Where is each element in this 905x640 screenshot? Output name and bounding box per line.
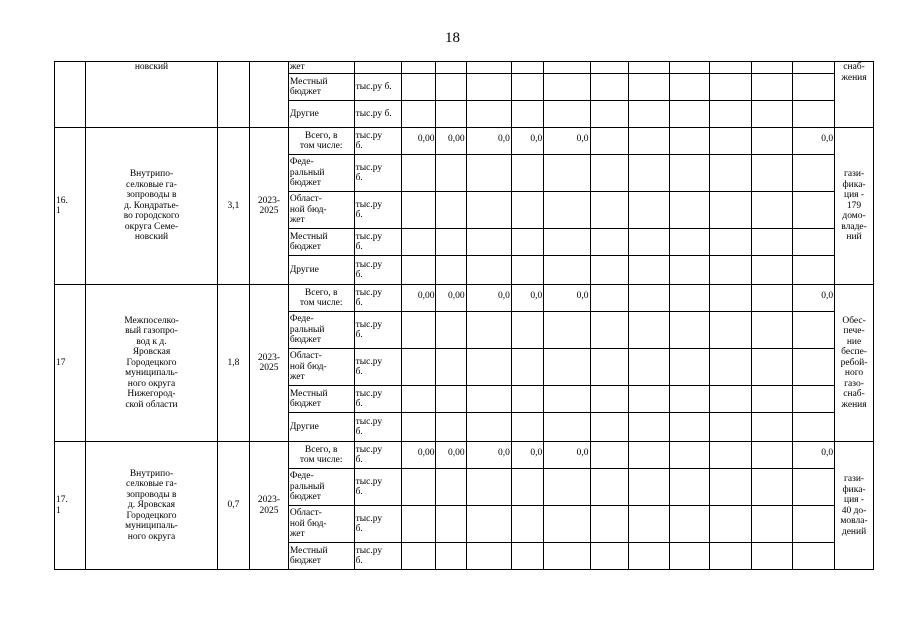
unit-cell: тыс.ру б. [354,543,401,570]
amount-cell [793,506,835,543]
amount-cell [401,312,435,349]
amount-cell [544,386,590,413]
amount-cell [466,101,511,128]
amount-cell [793,386,835,413]
amount-cell [629,543,670,570]
amount-cell [401,155,435,192]
amount-cell: 0,00 [436,128,466,155]
unit-cell: тыс.ру б. [354,386,401,413]
unit-cell: тыс.ру б. [354,74,401,101]
amount-cell [752,506,793,543]
amount-cell [793,101,835,128]
object-name-cell: Внутрипо- селковые га- зопроводы в д. Кондратье- во городского округа Семе- новский [86,128,217,285]
amount-cell [544,62,590,74]
amount-cell [590,62,629,74]
years-cell: 2023- 2025 [250,285,289,442]
amount-cell [401,469,435,506]
amount-cell [590,155,629,192]
budget-table [54,61,874,570]
amount-cell: 0,0 [793,285,835,312]
amount-cell: 0,0 [793,128,835,155]
amount-cell [511,543,543,570]
length-cell: 3,1 [217,128,249,285]
amount-cell: 0,00 [436,285,466,312]
length-cell: 0,7 [217,442,249,570]
amount-cell [436,386,466,413]
amount-cell [436,101,466,128]
amount-cell [793,192,835,229]
row-number-cell: 16. 1 [55,128,86,285]
unit-cell: тыс.ру б. [354,192,401,229]
funding-source-cell: жет [288,62,354,74]
amount-cell [511,506,543,543]
amount-cell [544,155,590,192]
result-cell: гази- фика- ция - 179 домо- владе- ний [835,128,874,285]
amount-cell [590,442,629,469]
amount-cell: 0,0 [793,442,835,469]
amount-cell [670,469,710,506]
amount-cell [793,74,835,101]
object-name-cell: Внутрипо- селковые га- зопроводы в д. Яровская Городецкого муниципаль- ного округа [86,442,217,570]
length-cell: 1,8 [217,285,249,442]
amount-cell [710,469,752,506]
unit-cell: тыс.ру б. [354,469,401,506]
amount-cell [401,413,435,442]
amount-cell [544,229,590,256]
amount-cell [436,62,466,74]
amount-cell [629,62,670,74]
table-row [55,285,874,312]
funding-source-cell: Другие [288,101,354,128]
amount-cell [401,62,435,74]
amount-cell [629,349,670,386]
amount-cell [466,192,511,229]
amount-cell [793,62,835,74]
amount-cell: 0,0 [466,442,511,469]
unit-cell: тыс.ру б. [354,101,401,128]
funding-source-cell: Област- ной бюд- жет [288,506,354,543]
page-number: 18 [445,30,460,46]
funding-source-cell: Област- ной бюд- жет [288,349,354,386]
amount-cell [752,413,793,442]
amount-cell [752,543,793,570]
unit-cell: тыс.ру б. [354,128,401,155]
amount-cell [670,386,710,413]
amount-cell [752,74,793,101]
amount-cell [629,128,670,155]
amount-cell [752,192,793,229]
amount-cell [466,349,511,386]
unit-cell: тыс.ру б. [354,506,401,543]
funding-source-cell: Всего, в том числе: [288,285,354,312]
amount-cell [752,442,793,469]
amount-cell [511,386,543,413]
amount-cell [752,62,793,74]
amount-cell [436,192,466,229]
amount-cell [752,312,793,349]
amount-cell: 0,00 [436,442,466,469]
unit-cell: тыс.ру б. [354,155,401,192]
amount-cell [401,349,435,386]
unit-cell: тыс.ру б. [354,413,401,442]
amount-cell [670,192,710,229]
amount-cell [544,413,590,442]
amount-cell [710,101,752,128]
amount-cell [544,312,590,349]
amount-cell [793,469,835,506]
amount-cell [590,256,629,285]
amount-cell: 0,0 [511,128,543,155]
amount-cell [710,349,752,386]
amount-cell [629,101,670,128]
amount-cell [752,155,793,192]
amount-cell [710,506,752,543]
amount-cell [710,74,752,101]
amount-cell [466,74,511,101]
amount-cell [710,128,752,155]
amount-cell [401,386,435,413]
amount-cell: 0,0 [511,442,543,469]
amount-cell: 0,0 [544,442,590,469]
amount-cell [590,312,629,349]
funding-source-cell: Всего, в том числе: [288,442,354,469]
amount-cell [710,192,752,229]
amount-cell [511,74,543,101]
amount-cell [710,285,752,312]
amount-cell [670,74,710,101]
amount-cell [511,229,543,256]
amount-cell [436,312,466,349]
amount-cell [752,285,793,312]
amount-cell [752,386,793,413]
amount-cell [511,101,543,128]
amount-cell [401,101,435,128]
amount-cell [436,256,466,285]
amount-cell [544,192,590,229]
amount-cell: 0,00 [401,128,435,155]
funding-source-cell: Феде- ральный бюджет [288,155,354,192]
amount-cell [436,469,466,506]
amount-cell [590,285,629,312]
amount-cell [710,155,752,192]
amount-cell: 0,0 [466,128,511,155]
funding-source-cell: Другие [288,413,354,442]
funding-source-cell: Област- ной бюд- жет [288,192,354,229]
unit-cell: тыс.ру б. [354,442,401,469]
amount-cell [629,285,670,312]
amount-cell [710,312,752,349]
amount-cell [629,229,670,256]
length-cell [217,62,249,128]
row-number-cell [55,62,86,128]
amount-cell [629,506,670,543]
funding-source-cell: Местный бюджет [288,229,354,256]
amount-cell [511,155,543,192]
amount-cell [710,386,752,413]
amount-cell [590,192,629,229]
amount-cell [511,469,543,506]
years-cell: 2023- 2025 [250,442,289,570]
amount-cell [436,155,466,192]
amount-cell [629,256,670,285]
amount-cell [710,229,752,256]
amount-cell [793,349,835,386]
amount-cell [436,413,466,442]
unit-cell: тыс.ру б. [354,285,401,312]
amount-cell [436,506,466,543]
amount-cell [466,256,511,285]
amount-cell [590,101,629,128]
amount-cell [752,349,793,386]
amount-cell: 0,0 [544,285,590,312]
unit-cell [354,62,401,74]
amount-cell [629,192,670,229]
amount-cell [511,413,543,442]
amount-cell [670,256,710,285]
row-number-cell: 17. 1 [55,442,86,570]
amount-cell [544,506,590,543]
amount-cell [544,256,590,285]
result-cell: Обес- пече- ние беспе- ребой- ного газо- снаб- жения [835,285,874,442]
amount-cell [670,413,710,442]
amount-cell [466,229,511,256]
amount-cell [629,442,670,469]
amount-cell [401,192,435,229]
amount-cell [511,62,543,74]
result-cell: снаб- жения [835,62,874,128]
amount-cell [511,349,543,386]
amount-cell [793,229,835,256]
amount-cell [629,312,670,349]
funding-source-cell: Местный бюджет [288,74,354,101]
table-row [55,442,874,469]
amount-cell [710,256,752,285]
amount-cell: 0,00 [401,442,435,469]
amount-cell [752,256,793,285]
funding-source-cell: Феде- ральный бюджет [288,469,354,506]
table-row [55,128,874,155]
amount-cell [466,413,511,442]
amount-cell [511,312,543,349]
amount-cell [752,229,793,256]
amount-cell [590,469,629,506]
amount-cell [710,543,752,570]
amount-cell [752,128,793,155]
amount-cell [670,101,710,128]
amount-cell [401,229,435,256]
years-cell: 2023- 2025 [250,128,289,285]
amount-cell [466,155,511,192]
amount-cell [670,312,710,349]
amount-cell [401,506,435,543]
amount-cell [511,192,543,229]
amount-cell [670,155,710,192]
amount-cell [401,256,435,285]
amount-cell [590,349,629,386]
amount-cell: 0,00 [401,285,435,312]
unit-cell: тыс.ру б. [354,349,401,386]
funding-source-cell: Феде- ральный бюджет [288,312,354,349]
years-cell [250,62,289,128]
object-name-cell: новский [86,62,217,128]
amount-cell [544,469,590,506]
amount-cell [793,312,835,349]
amount-cell [670,229,710,256]
amount-cell [670,543,710,570]
amount-cell [710,413,752,442]
amount-cell [544,349,590,386]
amount-cell [401,543,435,570]
amount-cell [544,74,590,101]
amount-cell [466,506,511,543]
amount-cell [670,506,710,543]
funding-source-cell: Местный бюджет [288,386,354,413]
amount-cell [436,349,466,386]
amount-cell [629,386,670,413]
amount-cell [670,442,710,469]
amount-cell [544,543,590,570]
amount-cell [436,229,466,256]
unit-cell: тыс.ру б. [354,312,401,349]
amount-cell [401,74,435,101]
amount-cell [436,543,466,570]
funding-source-cell: Местный бюджет [288,543,354,570]
amount-cell [752,101,793,128]
object-name-cell: Межпоселко- вый газопро- вод к д. Яровская Городецкого муниципаль- ного округа Нижегород- ской области [86,285,217,442]
amount-cell [590,128,629,155]
amount-cell [466,543,511,570]
amount-cell [466,312,511,349]
amount-cell [590,413,629,442]
amount-cell [466,62,511,74]
amount-cell: 0,0 [511,285,543,312]
amount-cell [629,469,670,506]
amount-cell [793,413,835,442]
amount-cell [670,62,710,74]
amount-cell [590,74,629,101]
amount-cell [752,469,793,506]
amount-cell [710,442,752,469]
amount-cell [590,506,629,543]
amount-cell [670,349,710,386]
table-row [55,62,874,74]
amount-cell [670,285,710,312]
amount-cell [466,469,511,506]
amount-cell [793,155,835,192]
amount-cell: 0,0 [466,285,511,312]
result-cell: гази- фика- ция - 40 до- мовла- дений [835,442,874,570]
amount-cell [710,62,752,74]
amount-cell [590,386,629,413]
unit-cell: тыс.ру б. [354,229,401,256]
amount-cell [544,101,590,128]
amount-cell [629,74,670,101]
amount-cell [511,256,543,285]
amount-cell [590,229,629,256]
amount-cell [436,74,466,101]
amount-cell [629,155,670,192]
funding-source-cell: Другие [288,256,354,285]
amount-cell: 0,0 [544,128,590,155]
unit-cell: тыс.ру б. [354,256,401,285]
amount-cell [629,413,670,442]
amount-cell [670,128,710,155]
amount-cell [466,386,511,413]
funding-source-cell: Всего, в том числе: [288,128,354,155]
amount-cell [793,543,835,570]
row-number-cell: 17 [55,285,86,442]
amount-cell [793,256,835,285]
amount-cell [590,543,629,570]
